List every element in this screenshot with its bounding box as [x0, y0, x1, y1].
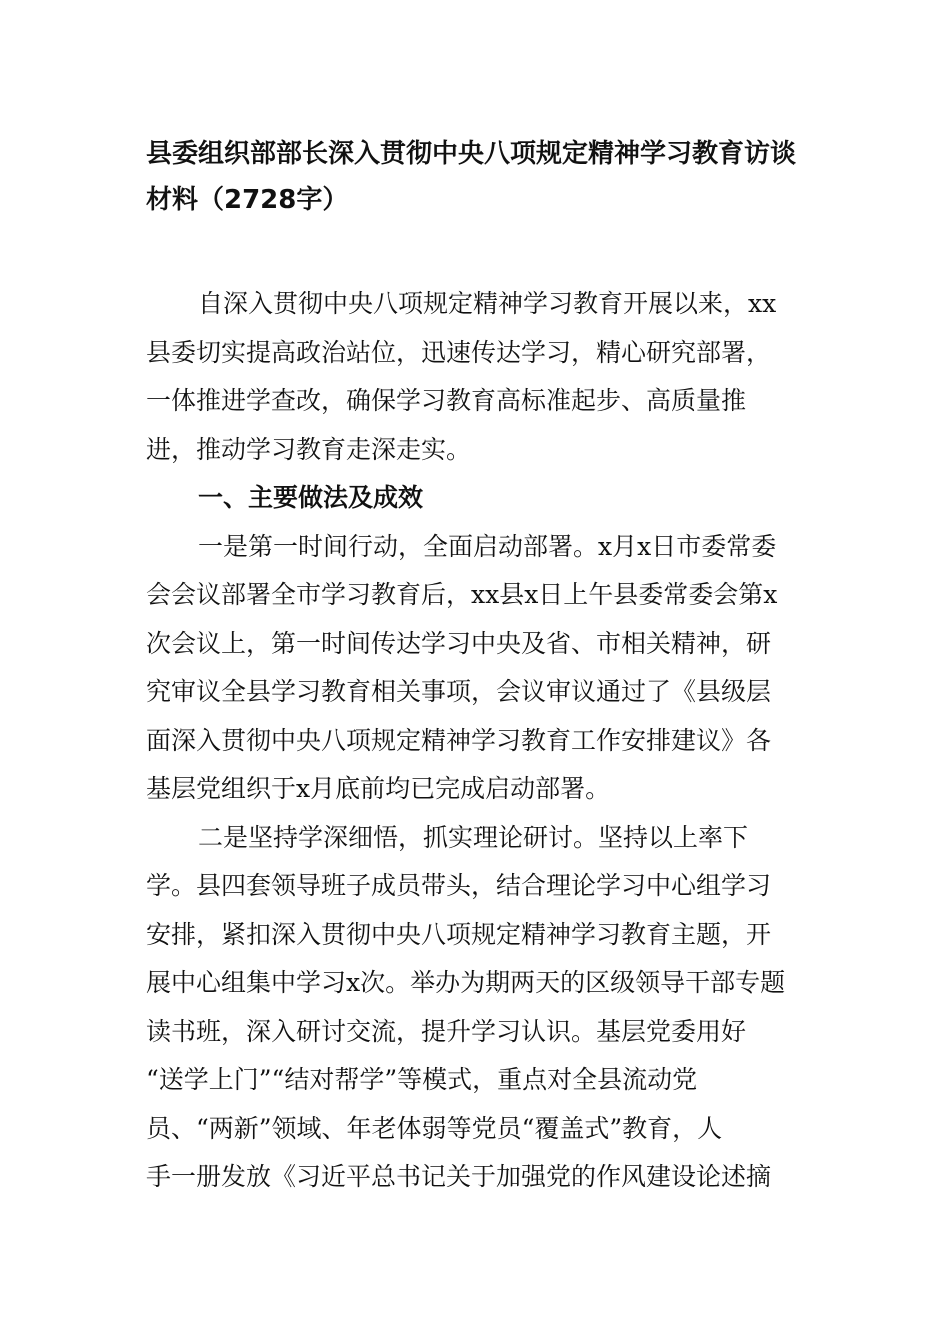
- paragraph-line: 面深入贯彻中央八项规定精神学习教育工作安排建议》各: [146, 725, 772, 755]
- paragraph-line: 进，推动学习教育走深走实。: [146, 434, 472, 464]
- paragraph-line: 手一册发放《习近平总书记关于加强党的作风建设论述摘: [146, 1162, 772, 1191]
- paragraph-line: 展中心组集中学习x次。举办为期两天的区级领导干部专题: [146, 968, 786, 997]
- paragraph-line: 安排，紧扣深入贯彻中央八项规定精神学习教育主题，开: [146, 919, 772, 949]
- paragraph-line: 二是坚持学深细悟，抓实理论研讨。坚持以上率下: [198, 822, 749, 852]
- paragraph-1: [146, 523, 826, 814]
- paragraph-line: 会会议部署全市学习教育后，xx县x日上午县委常委会第x: [146, 580, 778, 609]
- paragraph-line: 县委切实提高政治站位，迅速传达学习，精心研究部署，: [146, 337, 772, 367]
- section-heading: 一、主要做法及成效: [198, 483, 424, 512]
- paragraph-2: [146, 814, 826, 1202]
- paragraph-line: 读书班，深入研讨交流，提升学习认识。基层党委用好: [146, 1016, 747, 1046]
- paragraph-line: 基层党组织于x月底前均已完成启动部署。: [146, 774, 611, 803]
- paragraph-line: 员、“两新”领域、年老体弱等党员“覆盖式”教育，人: [146, 1113, 723, 1143]
- intro-paragraph: [146, 280, 826, 474]
- paragraph-line: “送学上门”“结对帮学”等模式，重点对全县流动党: [146, 1065, 698, 1094]
- title-line: 县委组织部部长深入贯彻中央八项规定精神学习教育访谈: [146, 139, 797, 169]
- document-title: [146, 131, 806, 223]
- paragraph-line: 究审议全县学习教育相关事项，会议审议通过了《县级层: [146, 677, 772, 706]
- paragraph-line: 学。县四套领导班子成员带头，结合理论学习中心组学习: [146, 871, 772, 900]
- document-body: [146, 280, 826, 1202]
- paragraph-line: 一是第一时间行动，全面启动部署。x月x日市委常委: [198, 531, 777, 561]
- paragraph-line: 一体推进学查改，确保学习教育高标准起步、高质量推: [146, 386, 747, 415]
- paragraph-line: 自深入贯彻中央八项规定精神学习教育开展以来，xx: [198, 289, 777, 318]
- title-line: 材料（2728字）: [146, 185, 349, 215]
- paragraph-line: 次会议上，第一时间传达学习中央及省、市相关精神，研: [146, 628, 772, 658]
